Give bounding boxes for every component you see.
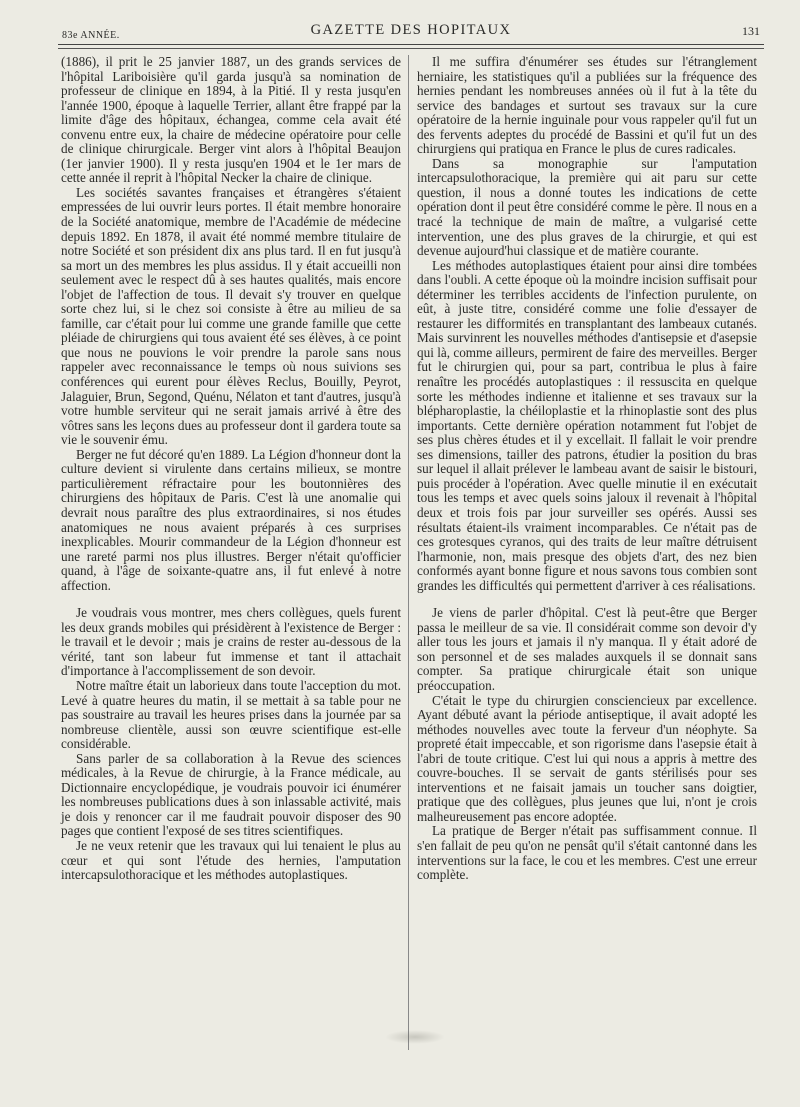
volume-year: 83e ANNÉE. [62, 30, 120, 41]
header-rule-thick [58, 44, 764, 45]
paragraph: La pratique de Berger n'était pas suffisamment connue. Il s'en fallait de peu qu'on ne pensât qu'il s'était cantonné dans les interventions sur la face, le cou et les membres. C'est une erreur complète. [417, 823, 757, 883]
paragraph: Je ne veux retenir que les travaux qui lui tenaient le plus au cœur et qui sont l'étude des hernies, l'amputation intercapsulothoracique et les méthodes autoplastiques. [61, 837, 401, 883]
paragraph: Berger ne fut décoré qu'en 1889. La Légion d'honneur dont la culture devient si virulente dans certains milieux, se montre particulièrement réfractaire pour les boutonnières des chirurgiens des hôpitaux de Paris. C'est là une anomalie qui devrait nous paraître des plus extraordinaires, si nos études anatomiques ne nous avaient préparés à ces surprises inexplicables. Mourir commandeur de la Légion d'honneur est une rareté parmi nos plus illustres. Berger n'était qu'officier quand, à l'âge de soixante-quatre ans, il fut enlevé à notre affection. [61, 446, 401, 593]
left-column [61, 55, 401, 883]
column-divider [408, 55, 409, 1050]
paragraph: Les sociétés savantes françaises et étrangères s'étaient empressées de lui ouvrir leurs portes. Il était membre honoraire de la Société anatomique, membre de l'Académie de médecine depuis 1892. En 1878, il avait été nommé membre titulaire de notre Société et son président dix ans plus tard. Il en fut jusqu'à sa mort un des membres les plus assidus. Il y était accueilli non seulement avec le respect dû à ses hautes qualités, mais encore l'objet de l'affection de tous. Il devait s'y trouver en quelque sorte chez lui, si le chez soi consiste à être au milieu de sa famille, car c'était pour lui comme une grande famille que cette pléiade de chirurgiens qui tous avaient été ses élèves, à ce point que nous ne pouvions le voir prendre la parole sans nous rappeler avec reconnaissance le temps où nous suivions ses conférences qui eurent pour élèves Reclus, Bouilly, Peyrot, Jalaguier, Brun, Segond, Quénu, Nélaton et tant d'autres, jusqu'à votre humble serviteur qui ne serait jamais arrivé à être des vôtres sans les leçons dues au professeur dont il gardera toute sa vie le souvenir ému. [61, 184, 401, 448]
paragraph: Je voudrais vous montrer, mes chers collègues, quels furent les deux grands mobiles qui présidèrent à l'existence de Berger : le travail et le devoir ; mais je crains de rester au-dessous de la vérité, tant son labeur fut immense et tant il attachait d'importance à l'accomplissement de son devoir. [61, 605, 401, 679]
paragraph: Sans parler de sa collaboration à la Revue des sciences médicales, à la Revue de chirurgie, à la France médicale, au Dictionnaire encyclopédique, je voudrais pouvoir ici énumérer les nombreuses publications dues à son inlassable activité, mais je dois y renoncer car il me faudrait pouvoir disposer des 90 pages que contient l'exposé de ses titres scientifiques. [61, 750, 401, 839]
paragraph: Dans sa monographie sur l'amputation intercapsulothoracique, la première qui ait paru sur cette question, il nous a donné toutes les indications de cette opération dont il peut être considéré comme le père. Il nous en a tracé la technique de main de maître, a vulgarisé cette intervention, une des plus graves de la chirurgie, et qui est devenue aujourd'hui classique et de matière courante. [417, 155, 757, 259]
right-column [417, 55, 757, 883]
header-rule-thin [58, 48, 764, 49]
journal-title: GAZETTE DES HOPITAUX [310, 22, 512, 38]
paragraph: C'était le type du chirurgien consciencieux par excellence. Ayant débuté avant la période antiseptique, il avait adopté les méthodes nouvelles avec toute la ferveur d'un néophyte. Sa propreté était impeccable, et son rigorisme dans l'asepsie était à l'abri de toute critique. C'est lui qui nous a appris à mettre des couvre-bouches. Il se servait de gants stérilisés pour ses interventions et ne faisait jamais un toucher sans doigtier, pratique que des collègues, plus jeunes que lui, n'ont je crois malheureusement pas encore adoptée. [417, 692, 757, 824]
paragraph: Les méthodes autoplastiques étaient pour ainsi dire tombées dans l'oubli. A cette époque où la moindre incision suffisait pour déterminer les terribles accidents de l'infection purulente, on eût, à juste titre, considéré comme une folie d'essayer de restaurer les difformités en transplantant des lambeaux cutanés. Mais survinrent les nouvelles méthodes d'antisepsie et d'asepsie qui là, comme ailleurs, permirent de faire des merveilles. Berger fut le chirurgien qui, pour sa part, contribua le plus à faire renaître les procédés autoplastiques : il ressuscita en quelque sorte les méthodes indienne et italienne et ses travaux sur la blépharoplastie, la chéiloplastie et la rhinoplastie sont des plus importants. Cette dernière opération notamment fut l'objet de ses plus chères études et il y excellait. Il fallait le voir prendre ses dimensions, tailler des patrons, étudier la position du bras sur lequel il allait prélever le lambeau avant de saisir le bistouri, puis procéder à l'opération. Avec quelle minutie il en exécutait tous les temps et avec quels soins jaloux il revenait à l'hôpital deux et trois fois par jour surveiller ses opérés. Aussi ses résultats étaient-ils vraiment incomparables. Ce n'était pas de ces grotesques cyranos, qui des traits de leur maître détruisent l'harmonie, non, mais presque des objets d'art, des nez bien conformés ayant bonne figure et nous savons tous combien sont grandes les difficultés qui permettent d'arriver à ces réalisations. [417, 257, 757, 593]
paragraph: Je viens de parler d'hôpital. C'est là peut-être que Berger passa le meilleur de sa vie. Il considérait comme son devoir d'y aller tous les jours et jamais il n'y manqua. Il y était adoré de son personnel et de ses malades auxquels il se donnait sans compter. Sa pratique chirurgicale était son unique préoccupation. [417, 605, 757, 693]
page-header [58, 18, 764, 44]
page-number: 131 [742, 24, 760, 38]
paragraph: (1886), il prit le 25 janvier 1887, un des grands services de l'hôpital Lariboisière qu'il garda jusqu'à sa nomination de professeur de clinique en 1894, à la Pitié. Il y resta jusqu'en l'année 1900, époque à laquelle Terrier, allant être frappé par la limite d'âge des hôpitaux, échangea, comme cela avait été convenu entre eux, la chaire de médecine opératoire pour celle de clinique chirurgicale. Berger vint alors à l'hôpital Beaujon (1er janvier 1900). Il y resta jusqu'en 1904 et le 1er mars de cette année il reprit à l'hôpital Necker la chaire de clinique. [61, 54, 401, 186]
paragraph: Notre maître était un laborieux dans toute l'acception du mot. Levé à quatre heures du matin, il se mettait à sa table pour ne pas soustraire au travail les heures prises dans la journée par sa nombreuse clientèle, aussi son œuvre scientifique est-elle considérable. [61, 677, 401, 752]
paragraph: Il me suffira d'énumérer ses études sur l'étranglement herniaire, les statistiques qu'il a publiées sur la fréquence des hernies pendant les nombreuses années où il fut à la tête du service des bandages et surtout ses travaux sur la cure opératoire de la hernie inguinale pour vous rappeler qu'il fut un des fervents adeptes du procédé de Bassini et qu'il fut un des chirurgiens qui pratiqua en France le plus de cures radicales. [417, 54, 757, 157]
ink-smudge [385, 1030, 445, 1044]
